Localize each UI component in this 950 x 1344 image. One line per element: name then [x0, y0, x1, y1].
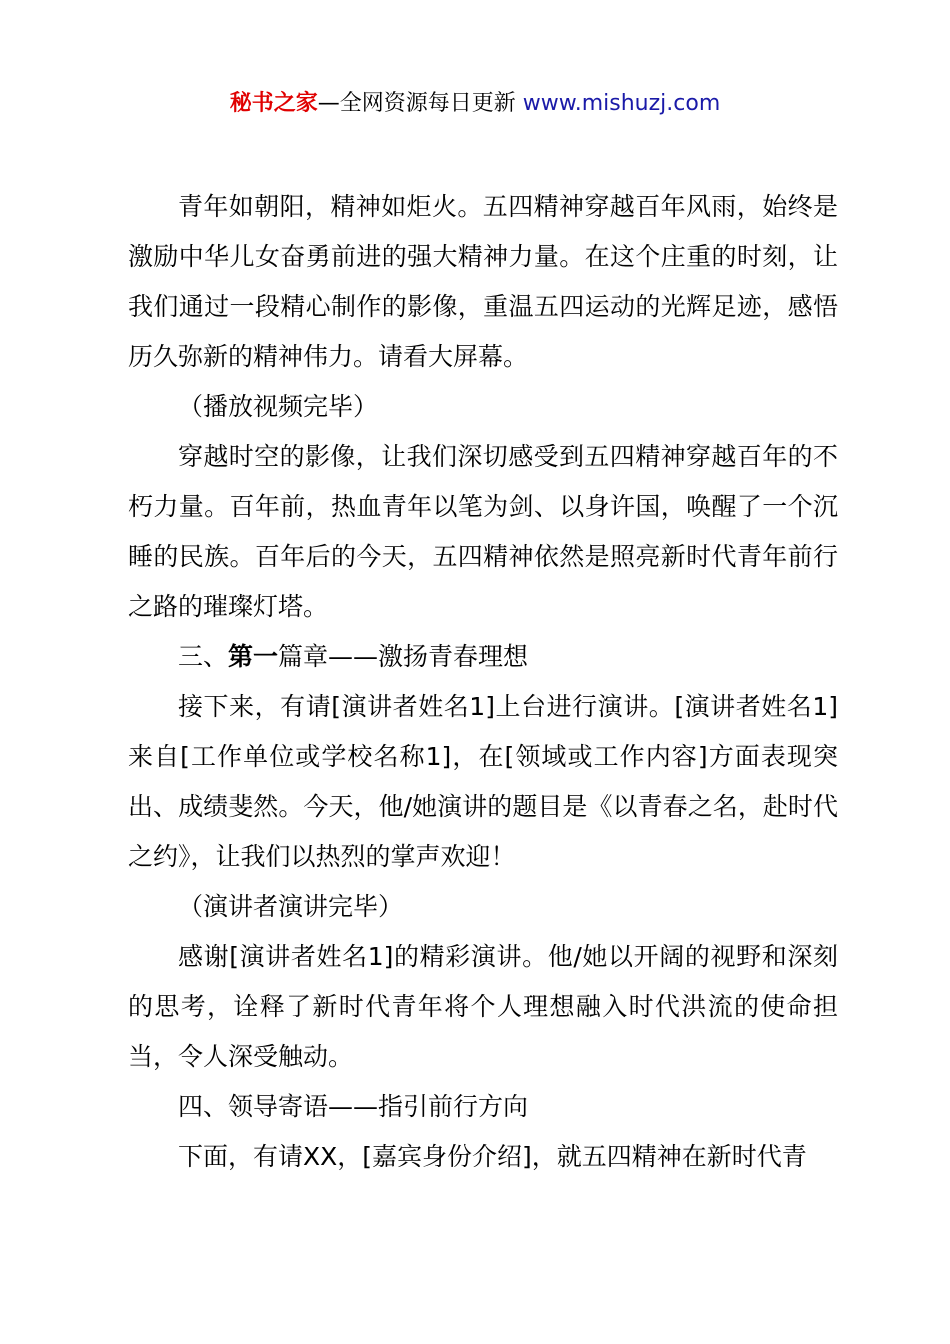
- paragraph-video-done: （播放视频完毕）: [178, 392, 379, 421]
- paragraph-speech-done: （演讲者演讲完毕）: [178, 892, 404, 921]
- paragraph-speaker-intro: 接下来，有请[演讲者姓名1]上台进行演讲。[演讲者姓名1]来自[工作单位或学校名称1]，在[领域或工作内容]方面表现突出、成绩斐然。今天，他/她演讲的题目是《以青春之名，赴时代之约》，让我们以热烈的掌声欢迎！: [128, 692, 838, 871]
- paragraph-reflection: 穿越时空的影像，让我们深切感受到五四精神穿越百年的不朽力量。百年前，热血青年以笔为剑、以身许国，唤醒了一个沉睡的民族。百年后的今天，五四精神依然是照亮新时代青年前行之路的璀璨灯塔。: [128, 442, 838, 621]
- header-url[interactable]: www.mishuzj.com: [522, 91, 721, 116]
- section-heading-3: [128, 632, 838, 682]
- paragraph-guest-intro: 下面，有请XX，[嘉宾身份介绍]，就五四精神在新时代青: [178, 1142, 807, 1171]
- paragraph-thanks: 感谢[演讲者姓名1]的精彩演讲。他/她以开阔的视野和深刻的思考，诠释了新时代青年将个人理想融入时代洪流的使命担当，令人深受触动。: [128, 942, 838, 1071]
- section-3-prefix: 三、: [178, 642, 229, 671]
- section-3-rest: 篇章——激扬青春理想: [278, 642, 529, 671]
- header-brand: 秘书之家: [229, 91, 318, 116]
- section-3-bold: 第一: [228, 642, 279, 671]
- header-tagline: —全网资源每日更新: [317, 91, 523, 116]
- page-header: [0, 88, 950, 120]
- section-heading-4: 四、领导寄语——指引前行方向: [178, 1092, 529, 1121]
- paragraph-intro: 青年如朝阳，精神如炬火。五四精神穿越百年风雨，始终是激励中华儿女奋勇前进的强大精神力量。在这个庄重的时刻，让我们通过一段精心制作的影像，重温五四运动的光辉足迹，感悟历久弥新的精神伟力。请看大屏幕。: [128, 192, 838, 371]
- document-body: [128, 182, 838, 1182]
